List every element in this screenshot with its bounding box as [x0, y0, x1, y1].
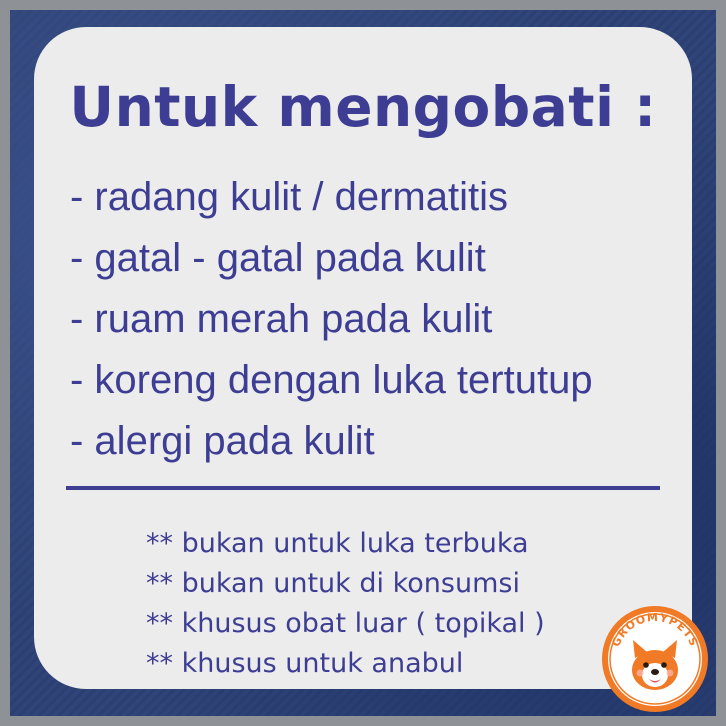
- groomypets-logo: [600, 604, 710, 714]
- note-item: ** khusus obat luar ( topikal ): [146, 608, 545, 639]
- note-item: ** khusus untuk anabul: [146, 648, 464, 679]
- conditions-list: [70, 167, 593, 472]
- divider: [66, 486, 660, 490]
- condition-item: - gatal - gatal pada kulit: [70, 236, 486, 280]
- condition-item: - koreng dengan luka tertutup: [70, 358, 593, 402]
- condition-item: - ruam merah pada kulit: [70, 297, 493, 341]
- page-title: Untuk mengobati :: [69, 75, 657, 139]
- condition-item: - alergi pada kulit: [70, 419, 375, 463]
- notes-list: [146, 524, 545, 684]
- logo-text: GROOMYPETS: [609, 610, 701, 649]
- note-item: ** bukan untuk luka terbuka: [146, 528, 529, 559]
- info-card: [34, 27, 692, 689]
- condition-item: - radang kulit / dermatitis: [70, 175, 508, 219]
- note-item: ** bukan untuk di konsumsi: [146, 568, 520, 599]
